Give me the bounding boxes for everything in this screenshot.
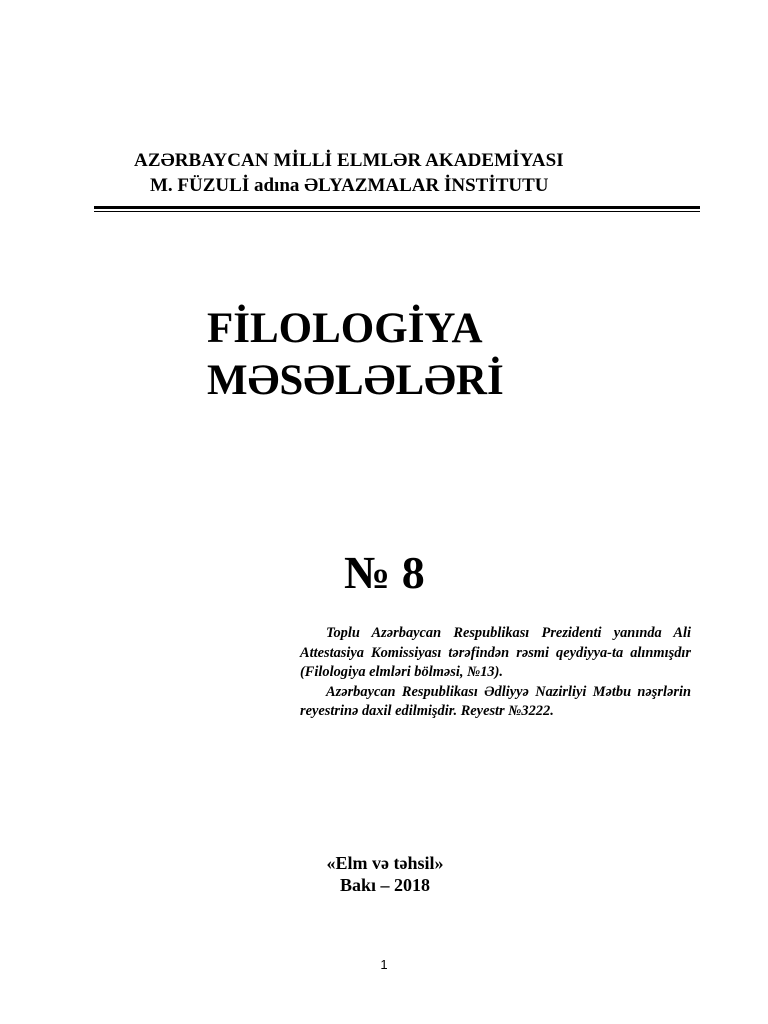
page-number: 1 — [380, 957, 388, 972]
journal-title-line1: FİLOLOGİYA — [207, 305, 483, 352]
journal-title — [207, 303, 504, 407]
publisher-block — [315, 852, 455, 896]
header-rule-thin — [94, 211, 700, 212]
institute-name: M. FÜZULİ adına ƏLYAZMALAR İNSTİTUTU — [150, 175, 549, 196]
publication-city-year: Bakı – 2018 — [339, 875, 431, 895]
academy-name: AZƏRBAYCAN MİLLİ ELMLƏR AKADEMİYASI — [134, 150, 564, 171]
registration-note-paragraph-2: Azərbaycan Respublikası Ədliyyə Nazirliyi Mətbu nəşrlərin reyestrinə daxil edilmişdir. Reyestr №3222. — [300, 683, 691, 719]
registration-note — [300, 624, 691, 722]
header-rule-thick — [94, 206, 700, 209]
issue-number: № 8 — [344, 547, 425, 598]
journal-title-line2: MƏSƏLƏLƏRİ — [207, 357, 504, 404]
registration-note-paragraph-1: Toplu Azərbaycan Respublikası Prezidenti yanında Ali Attestasiya Komissiyası tərəfindən rəsmi qeydiyya-ta alınmışdır (Filologiya elmləri bölməsi, №13). — [300, 625, 691, 680]
publisher-name: «Elm və təhsil» — [326, 853, 444, 873]
